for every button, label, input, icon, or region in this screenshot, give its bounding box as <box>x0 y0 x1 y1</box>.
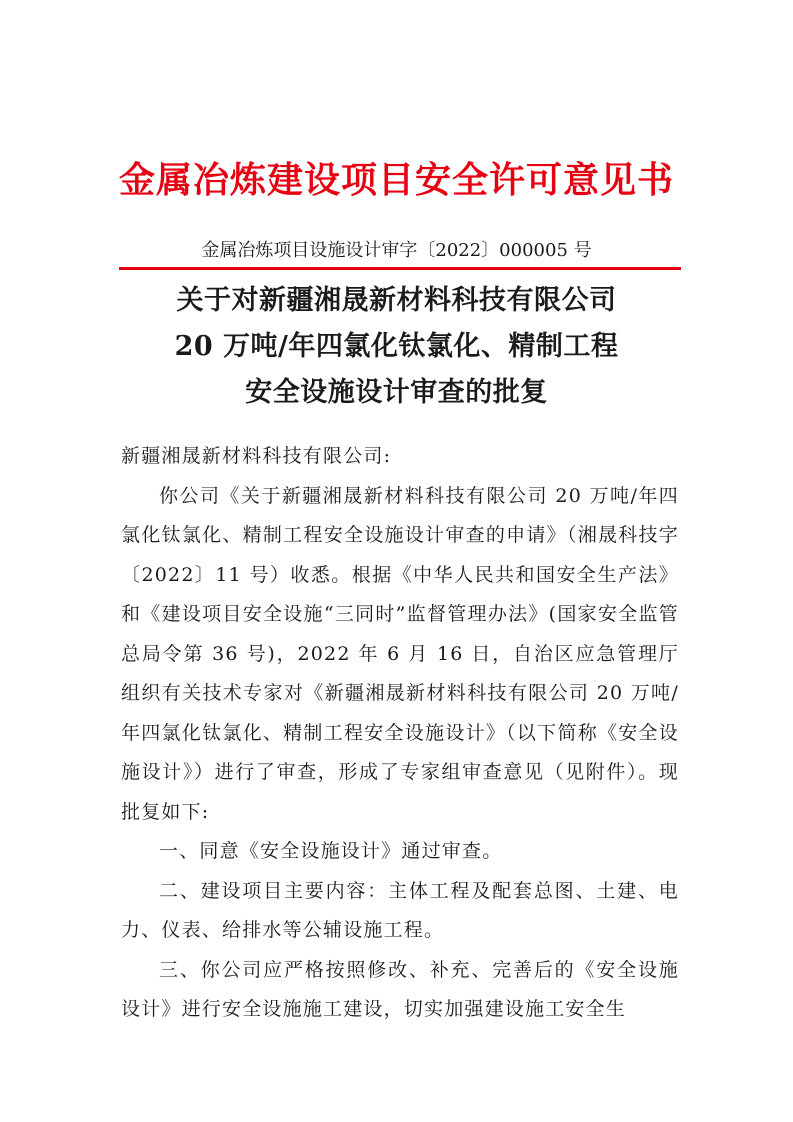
document-subject <box>0 278 793 416</box>
red-divider-line <box>119 267 681 270</box>
body-paragraph-item-1: 一、同意《安全设施设计》通过审查。 <box>159 840 503 862</box>
document-header-title: 金属冶炼建设项目安全许可意见书 <box>118 160 674 201</box>
subject-line-1: 关于对新疆湘晟新材料科技有限公司 <box>176 285 617 316</box>
salutation: 新疆湘晟新材料科技有限公司: <box>121 445 392 467</box>
subject-line-3: 安全设施设计审查的批复 <box>245 377 548 408</box>
body-paragraph-item-2: 二、建设项目主要内容：主体工程及配套总图、土建、电力、仪表、给排水等公辅设施工程。 <box>121 879 679 941</box>
body-paragraph-item-3: 三、你公司应严格按照修改、补充、完善后的《安全设施设计》进行安全设施施工建设，切实加强建设施工安全生 <box>121 958 679 1020</box>
body-paragraph-main: 你公司《关于新疆湘晟新材料科技有限公司 20 万吨/年四氯化钛氯化、精制工程安全设施设计审查的申请》（湘晟科技字〔2022〕11 号）收悉。根据《中华人民共和国安全生产法》和《建设项目安全设施“三同时”监督管理办法》(国家安全监管总局令第 36 号)，2022 年 6 月 16 日，自治区应急管理厅组织有关技术专家对《新疆湘晟新材料科技有限公司 20 万吨/年四氯化钛氯化、精制工程安全设施设计》（以下简称《安全设施设计》）进行了审查，形成了专家组审查意见（见附件）。现批复如下: <box>121 484 679 823</box>
document-number: 金属冶炼项目设施设计审字〔2022〕000005 号 <box>201 240 592 261</box>
document-body <box>121 437 679 1030</box>
subject-line-2: 20 万吨/年四氯化钛氯化、精制工程 <box>174 331 619 362</box>
